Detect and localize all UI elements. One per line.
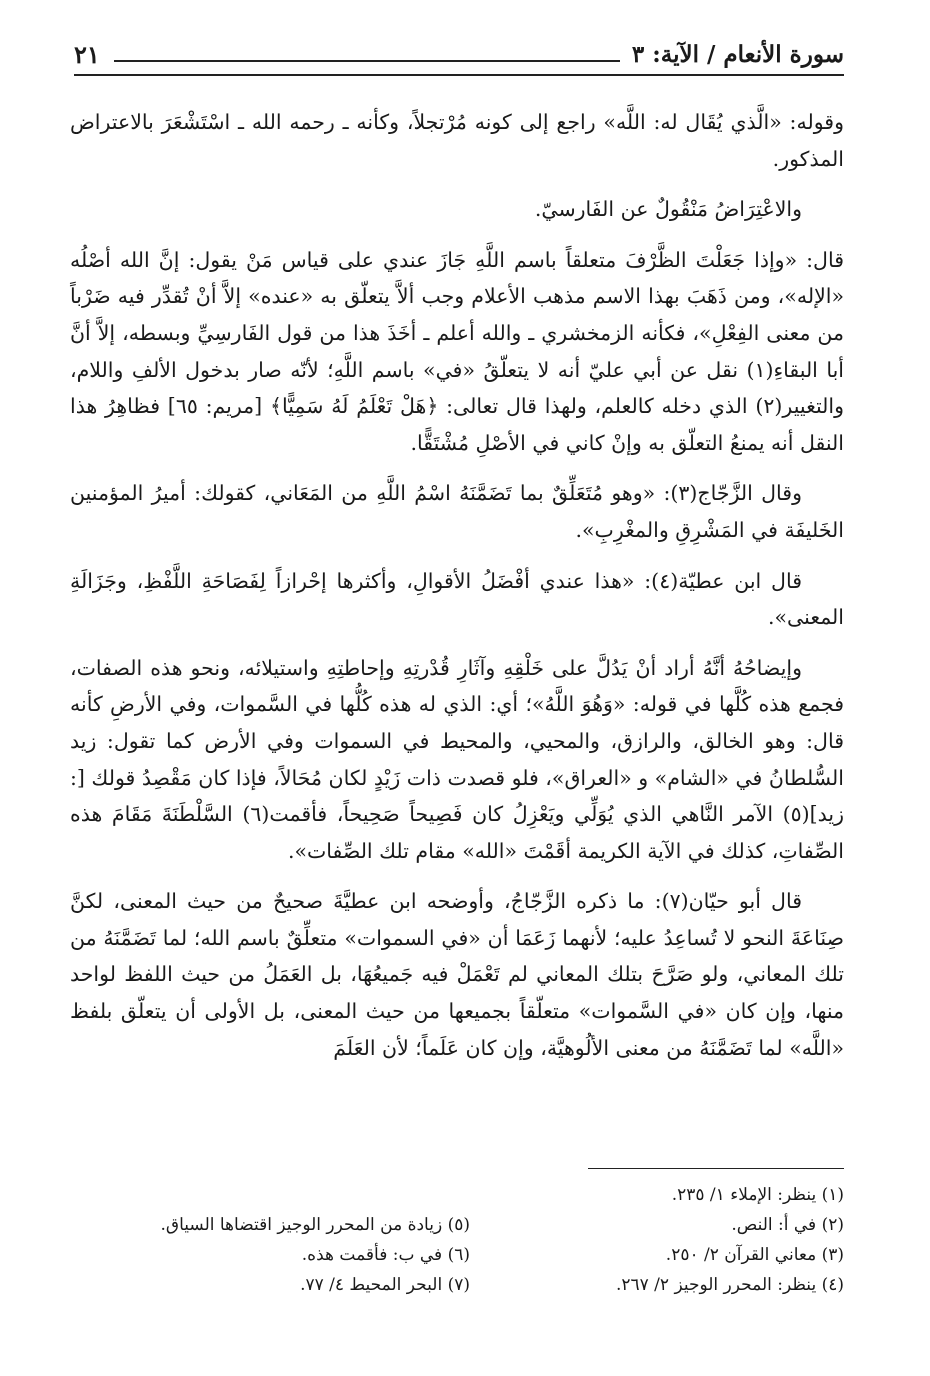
paragraph-7: قال أبو حيّان(٧): ما ذكره الزَّجّاجُ، وأوضحه ابن عطيَّةَ صحيحٌ من حيث المعنى، لكنَّ صِنَاعَةَ النحو لا تُساعِدُ عليه؛ لأنهما زَعَمَا أن «في السموات» متعلِّقٌ باسم الله؛ لما تَضَمَّنَهُ من تلك المعاني، ولو صَرَّحَ بتلك المعاني لم تَعْمَلْ فيه جَميعُهَا، بل العَمَلُ من حيث اللفظ لواحد منها، وإن كان «في السَّموات» متعلّقاً بجميعها من حيث المعنى، بل الأولى أن يتعلّق بلفظ «اللَّه» لما تَضَمَّنَهُ من معنى الألُوهيَّة، وإن كان عَلَماً؛ لأن العَلَمَ (70, 889, 844, 1060)
paragraph-4: وقال الزَّجّاج(٣): «وهو مُتَعَلِّقٌ بما تَضَمَّنَهُ اسْمُ اللَّهِ من المَعَاني، كقولك: أميرُ المؤمنين الخَليفَة في المَشْرِقِ والمغْرِبِ». (70, 481, 844, 542)
header-rule (114, 60, 620, 62)
paragraph-2: والاعْتِرَاضُ مَنْقُولٌ عن الفَارسيّ. (534, 197, 802, 222)
running-header (74, 34, 844, 76)
footnote-6: (٦) في ب: فأقمت هذه. (301, 1245, 470, 1265)
footnote-4: (٤) ينظر: المحرر الوجيز ٢/ ٢٦٧. (615, 1275, 844, 1295)
paragraph-6: وإيضاحُهُ أنَّهُ أراد أنْ يَدُلَّ على خَلْقِهِ وآثَارِ قُدْرتِهِ وإحاطتِهِ واستيلائه، ونحو هذه الصفات، فجمع هذه كُلَّها في قوله: «وَهُوَ اللَّهُ»؛ أي: الذي له هذه كُلُّها في السَّموات، وفي الأرضِ كأنه قال: وهو الخالق، والرازق، والمحيي، والمحيط في السموات وفي الأرض كما تقول: زيد السُّلطانُ في «الشام» و «العراق»، فلو قصدت ذات زَيْدٍ لكان مُحَالاً، فإذا كان مَقْصِدُ قولك [: زيد](٥) الآمر النَّاهي الذي يُوَلِّي ويَعْزِلُ كان فَصِيحاً صَحِيحاً، فأقمت(٦) السَّلْطَنَةَ مَقَامَ هذه الصِّفاتِ، كذلك في الآية الكريمة أقَمْتَ «الله» مقام تلك الصِّفات». (70, 655, 844, 863)
page-number: ٢١ (74, 39, 100, 69)
footnote-5: (٥) زيادة من المحرر الوجيز اقتضاها السياق. (160, 1215, 470, 1235)
footnote-2: (٢) في أ: النص. (731, 1215, 844, 1235)
main-text (70, 104, 844, 1080)
footnote-7: (٧) البحر المحيط ٤/ ٧٧. (300, 1275, 470, 1295)
paragraph-3: قال: «وإذا جَعَلْتَ الظَّرْفَ متعلقاً باسم اللَّهِ جَازَ عندي على قياس مَنْ يقول: إنَّ الله أصْلُه «الإله»، ومن ذَهَبَ بهذا الاسم مذهب الأعلام وجب ألاَّ يتعلّق به «عنده» إلاَّ أنْ تُقدِّر فيه ضَرْباً من معنى الفِعْلِ»، فكأنه الزمخشري ـ والله أعلم ـ أخَذَ هذا من قول الفَارسِيِّ وبسطه، إلاَّ أنَّ أبا البقاءِ(١) نقل عن أبي عليّ أنه لا يتعلّقُ «في» باسم اللَّهِ؛ لأنّه صار بدخول الألفِ واللام، والتغيير(٢) الذي دخله كالعلم، ولهذا قال تعالى: ﴿هَلْ تَعْلَمُ لَهُ سَمِيًّا﴾ [مريم: ٦٥] فظاهِرُ هذا النقل أنه يمنعُ التعلّق به وإنْ كاني في الأصْلِ مُشْتَقًّا. (70, 247, 844, 455)
footnote-3: (٣) معاني القرآن ٢/ ٢٥٠. (665, 1245, 844, 1265)
paragraph-1: وقوله: «الَّذي يُقَال له: اللَّه» راجع إلى كونه مُرْتجلاً، وكأنه ـ رحمه الله ـ اسْتَشْعَرَ بالاعتراض المذكور. (70, 110, 844, 171)
header-surah-title: سورة الأنعام / الآية: ٣ (631, 40, 844, 68)
footnote-separator (588, 1168, 844, 1169)
footnote-1: (١) ينظر: الإملاء ١/ ٢٣٥. (671, 1185, 844, 1205)
footnotes-left-column (70, 1180, 470, 1300)
paragraph-5: قال ابن عطيّة(٤): «هذا عندي أفْضَلُ الأقوالِ، وأكثرها إحْرازاً لِفَصَاحَةِ اللَّفْظِ، وجَزَالَةِ المعنى». (70, 568, 844, 630)
footnotes-right-column (504, 1180, 844, 1300)
footnotes (70, 1180, 844, 1300)
